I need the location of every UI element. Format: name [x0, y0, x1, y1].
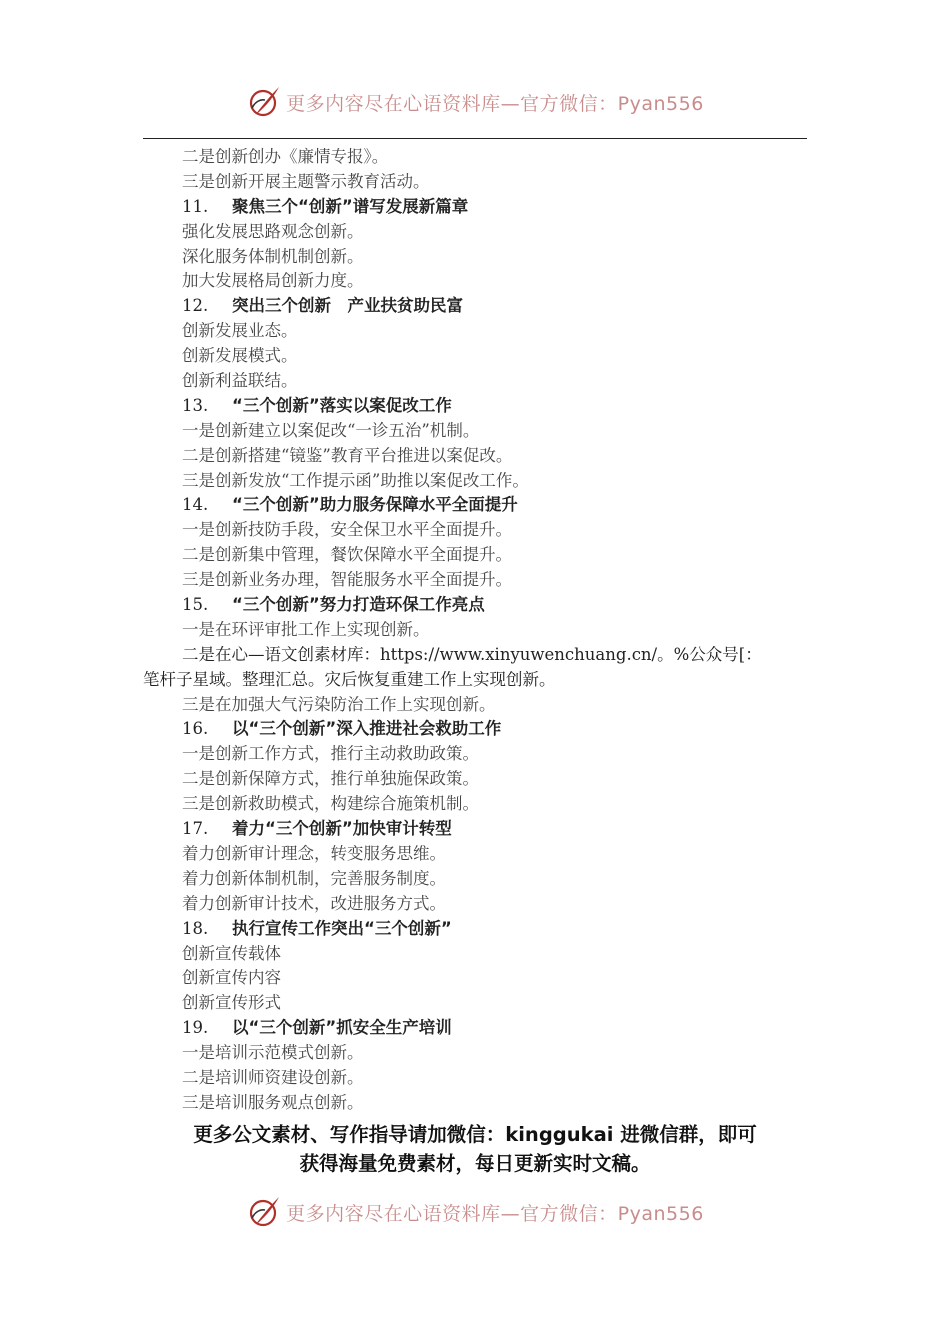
section-title: 以“三个创新”抓安全生产培训: [232, 1018, 452, 1038]
section-heading: [143, 394, 807, 419]
list-item: 创新宣传内容: [182, 968, 281, 988]
list-item: 一是培训示范模式创新。: [182, 1043, 364, 1063]
list-item: 深化服务体制机制创新。: [182, 246, 364, 266]
list-item: 创新宣传形式: [182, 993, 281, 1013]
section-heading: [143, 717, 807, 742]
section-title: 执行宣传工作突出“三个创新”: [232, 918, 452, 938]
promo-line-2: 获得海量免费素材，每日更新实时文稿。: [299, 1152, 651, 1175]
list-item: 三是创新救助模式，构建综合施策机制。: [182, 794, 479, 814]
section-number: 13.: [182, 395, 209, 415]
list-item: 一是在环评审批工作上实现创新。: [182, 619, 430, 639]
section-heading: [143, 1016, 807, 1041]
section-number: 18.: [182, 918, 209, 938]
section-title: 以“三个创新”深入推进社会救助工作: [232, 719, 502, 739]
section-heading: [143, 817, 807, 842]
section-heading: [143, 493, 807, 518]
section-heading: [143, 294, 807, 319]
list-item: 二是创新集中管理，餐饮保障水平全面提升。: [182, 545, 512, 565]
list-item: 三是培训服务观点创新。: [182, 1092, 364, 1112]
banner-text: 更多内容尽在心语资料库—官方微信：Pyan556: [286, 1202, 704, 1225]
section-title: “三个创新”努力打造环保工作亮点: [232, 595, 485, 615]
list-item: 二是创新保障方式，推行单独施保政策。: [182, 769, 479, 789]
section-title: 突出三个创新 产业扶贫助民富: [232, 296, 463, 316]
list-item: 强化发展思路观念创新。: [182, 221, 364, 241]
section-heading: [143, 593, 807, 618]
header-banner: [0, 82, 950, 122]
section-title: 着力“三个创新”加快审计转型: [232, 819, 452, 839]
list-item: 三是在加强大气污染防治工作上实现创新。: [182, 694, 496, 714]
section-title: “三个创新”落实以案促改工作: [232, 395, 452, 415]
quill-pen-logo-icon: [246, 1194, 282, 1230]
list-item: 创新利益联结。: [182, 371, 298, 391]
list-item: 创新宣传载体: [182, 943, 281, 963]
section-title: “三个创新”助力服务保障水平全面提升: [232, 495, 518, 515]
list-item: 二是培训师资建设创新。: [182, 1067, 364, 1087]
list-item: 二是在心—语文创素材库：https://www.xinyuwenchuang.cn/。%公众号[：: [182, 644, 762, 664]
list-item: 创新发展模式。: [182, 346, 298, 366]
quill-pen-logo-icon: [246, 84, 282, 120]
list-item: 三是创新开展主题警示教育活动。: [182, 171, 430, 191]
promo-line-1: 更多公文素材、写作指导请加微信：kinggukai 进微信群，即可: [193, 1123, 757, 1146]
section-number: 14.: [182, 495, 209, 515]
banner-text: 更多内容尽在心语资料库—官方微信：Pyan556: [286, 92, 704, 115]
list-item: 着力创新审计技术，改进服务方式。: [182, 893, 446, 913]
list-item: 三是创新业务办理，智能服务水平全面提升。: [182, 570, 512, 590]
list-item: 着力创新体制机制，完善服务制度。: [182, 868, 446, 888]
section-number: 15.: [182, 595, 209, 615]
section-heading: [143, 917, 807, 942]
section-title: 聚焦三个“创新”谱写发展新篇章: [232, 196, 469, 216]
section-heading: [143, 195, 807, 220]
list-item: 一是创新建立以案促改“一诊五治”机制。: [182, 420, 480, 440]
list-item: 一是创新技防手段，安全保卫水平全面提升。: [182, 520, 512, 540]
promo-text: [143, 1120, 807, 1178]
list-item: 着力创新审计理念，转变服务思维。: [182, 843, 446, 863]
list-item: 三是创新发放“工作提示函”助推以案促改工作。: [182, 470, 529, 490]
list-item: 一是创新工作方式，推行主动救助政策。: [182, 744, 479, 764]
header-divider: [143, 138, 807, 139]
list-item: 笔杆子星域。整理汇总。灾后恢复重建工作上实现创新。: [143, 669, 556, 689]
footer-banner: [0, 1192, 950, 1232]
list-item: 创新发展业态。: [182, 321, 298, 341]
section-number: 17.: [182, 819, 209, 839]
section-number: 11.: [182, 196, 209, 216]
section-number: 12.: [182, 296, 209, 316]
list-item: 加大发展格局创新力度。: [182, 271, 364, 291]
section-number: 16.: [182, 719, 209, 739]
list-item: 二是创新搭建“镜鉴”教育平台推进以案促改。: [182, 445, 513, 465]
list-item: 二是创新创办《廉情专报》。: [182, 147, 389, 166]
section-number: 19.: [182, 1018, 209, 1038]
document-body: [143, 145, 807, 1116]
